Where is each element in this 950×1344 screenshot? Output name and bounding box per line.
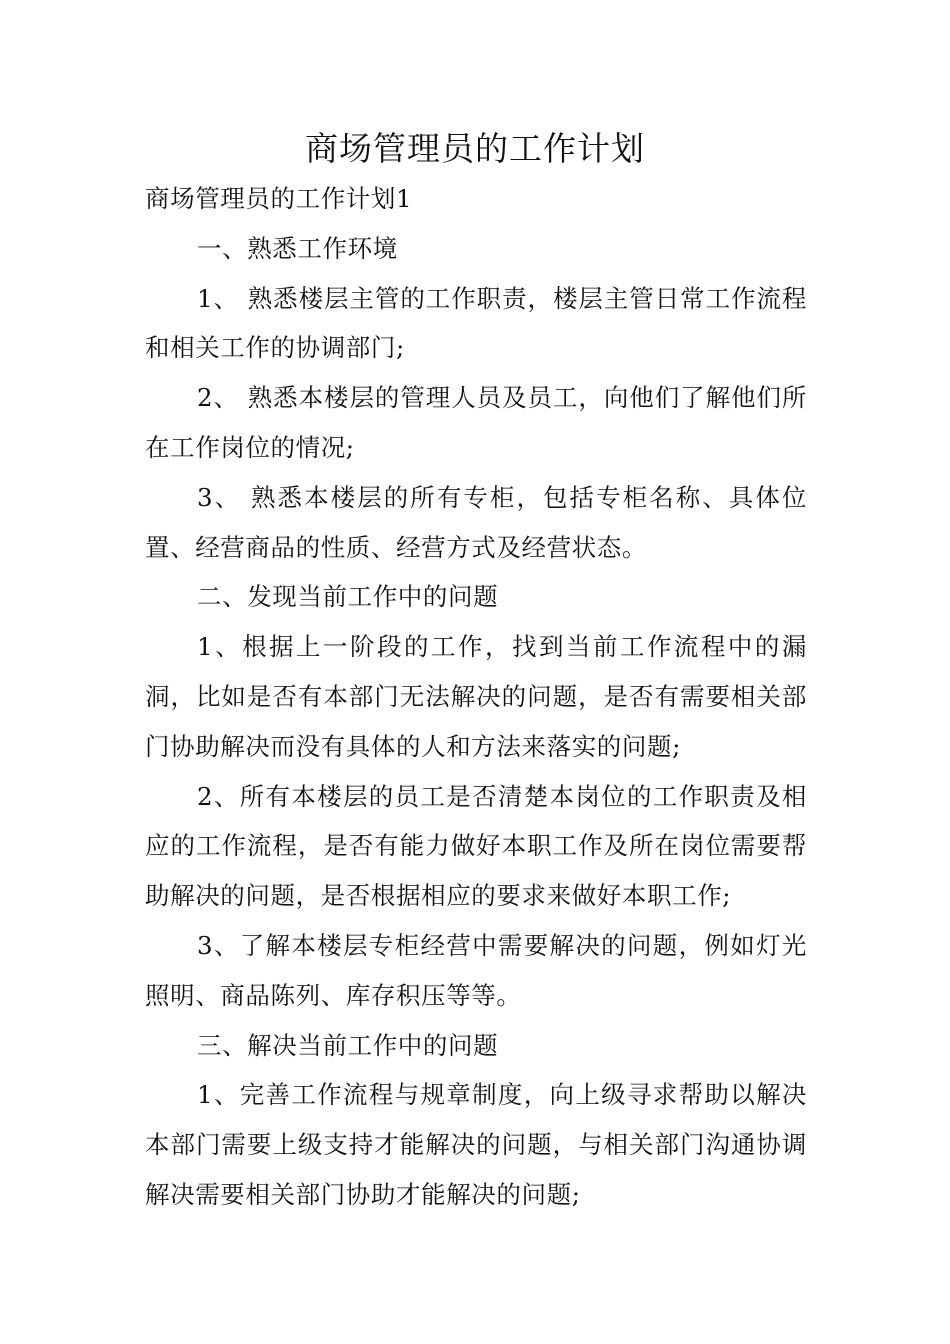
document-title: 商场管理员的工作计划: [305, 129, 645, 168]
paragraph: 1、 熟悉楼层主管的工作职责，楼层主管日常工作流程和相关工作的协调部门;: [145, 283, 807, 363]
paragraph: 1、根据上一阶段的工作，找到当前工作流程中的漏洞，比如是否有本部门无法解决的问题，是否有需要相关部门协助解决而没有具体的人和方法来落实的问题;: [145, 632, 807, 761]
section-heading-2: 二、发现当前工作中的问题: [197, 582, 499, 612]
paragraph: 3、了解本楼层专柜经营中需要解决的问题，例如灯光照明、商品陈列、库存积压等等。: [145, 930, 807, 1010]
section-heading-3: 三、解决当前工作中的问题: [197, 1030, 499, 1060]
paragraph: 2、所有本楼层的员工是否清楚本岗位的工作职责及相应的工作流程，是否有能力做好本职工作及所在岗位需要帮助解决的问题，是否根据相应的要求来做好本职工作;: [145, 781, 807, 911]
document-subtitle: 商场管理员的工作计划1: [145, 184, 413, 213]
paragraph: 1、完善工作流程与规章制度，向上级寻求帮助以解决本部门需要上级支持才能解决的问题，与相关部门沟通协调解决需要相关部门协助才能解决的问题;: [145, 1080, 807, 1209]
document-body: [145, 174, 807, 1220]
paragraph: 2、 熟悉本楼层的管理人员及员工，向他们了解他们所在工作岗位的情况;: [145, 383, 807, 462]
paragraph: 3、 熟悉本楼层的所有专柜，包括专柜名称、具体位置、经营商品的性质、经营方式及经营状态。: [145, 482, 807, 562]
section-heading-1: 一、熟悉工作环境: [197, 233, 398, 263]
